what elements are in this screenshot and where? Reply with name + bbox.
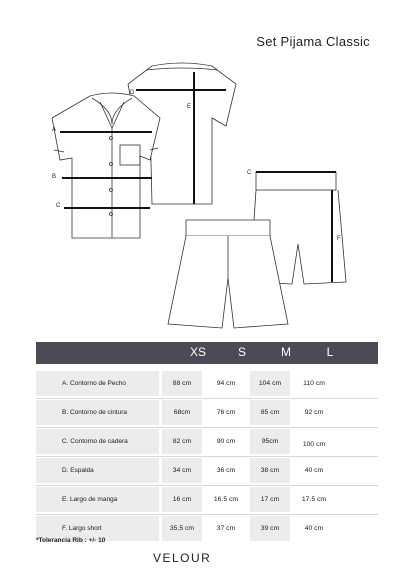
- shorts-front-drawing: [168, 220, 288, 328]
- letter-b: B: [52, 174, 57, 180]
- cell-s: 94 cm: [216, 380, 236, 387]
- cell-s: 37 cm: [216, 525, 236, 532]
- cell-l: 100 cm: [302, 441, 326, 448]
- cell-m: 39 cm: [250, 516, 290, 541]
- letter-c-shorts: C: [247, 170, 252, 176]
- header-xs: XS: [189, 345, 206, 359]
- cell-m: 85 cm: [250, 400, 290, 425]
- size-table-header: [36, 342, 378, 364]
- letter-d: D: [130, 90, 135, 96]
- cell-xs: 88 cm: [162, 371, 202, 396]
- letter-f: F: [337, 236, 341, 242]
- row-label: A. Contorno de Pecho: [36, 371, 159, 396]
- cell-m: 95cm: [250, 429, 290, 454]
- table-row: [36, 371, 378, 400]
- cell-xs: 68cm: [162, 400, 202, 425]
- row-label: E. Largo de manga: [36, 487, 159, 512]
- row-divider: [36, 398, 378, 399]
- header-l: L: [326, 345, 334, 359]
- cell-xs: 82 cm: [162, 429, 202, 454]
- shirt-front-drawing: [52, 93, 160, 238]
- row-divider: [36, 514, 378, 515]
- cell-m: 104 cm: [250, 371, 290, 396]
- header-s: S: [237, 345, 246, 359]
- letter-c: C: [56, 203, 61, 209]
- header-m: M: [281, 345, 291, 359]
- cell-s: 76 cm: [216, 409, 236, 416]
- table-row: [36, 458, 378, 487]
- row-divider: [36, 485, 378, 486]
- row-label: F. Largo short: [36, 516, 159, 541]
- cell-s: 36 cm: [216, 467, 236, 474]
- cell-l: 110 cm: [303, 380, 325, 387]
- cell-xs: 16 cm: [162, 487, 202, 512]
- cell-l: 40 cm: [304, 525, 324, 532]
- table-row: [36, 429, 378, 458]
- letter-a: A: [52, 127, 57, 133]
- cell-xs: 34 cm: [162, 458, 202, 483]
- cell-s: 90 cm: [216, 438, 236, 445]
- table-row: [36, 400, 378, 429]
- page-title: Set Pijama Classic: [256, 34, 370, 49]
- cell-m: 17 cm: [250, 487, 290, 512]
- row-label: D. Espalda: [36, 458, 159, 483]
- row-divider: [36, 427, 378, 428]
- row-label: C. Contorno de cadera: [36, 429, 159, 454]
- letter-e: E: [187, 104, 192, 110]
- cell-xs: 35.5 cm: [162, 516, 202, 541]
- cell-s: 16.5 cm: [213, 496, 239, 503]
- row-divider: [36, 456, 378, 457]
- cell-l: 17.5 cm: [301, 496, 327, 503]
- row-label: B. Contorno de cintura: [36, 400, 159, 425]
- tolerance-note: *Tolerancia Rib : +/- 10: [36, 537, 106, 544]
- brand-name: VELOUR: [153, 551, 212, 565]
- cell-l: 40 cm: [304, 467, 324, 474]
- table-row: [36, 487, 378, 516]
- cell-m: 38 cm: [250, 458, 290, 483]
- size-table: [36, 342, 378, 545]
- cell-l: 92 cm: [304, 409, 324, 416]
